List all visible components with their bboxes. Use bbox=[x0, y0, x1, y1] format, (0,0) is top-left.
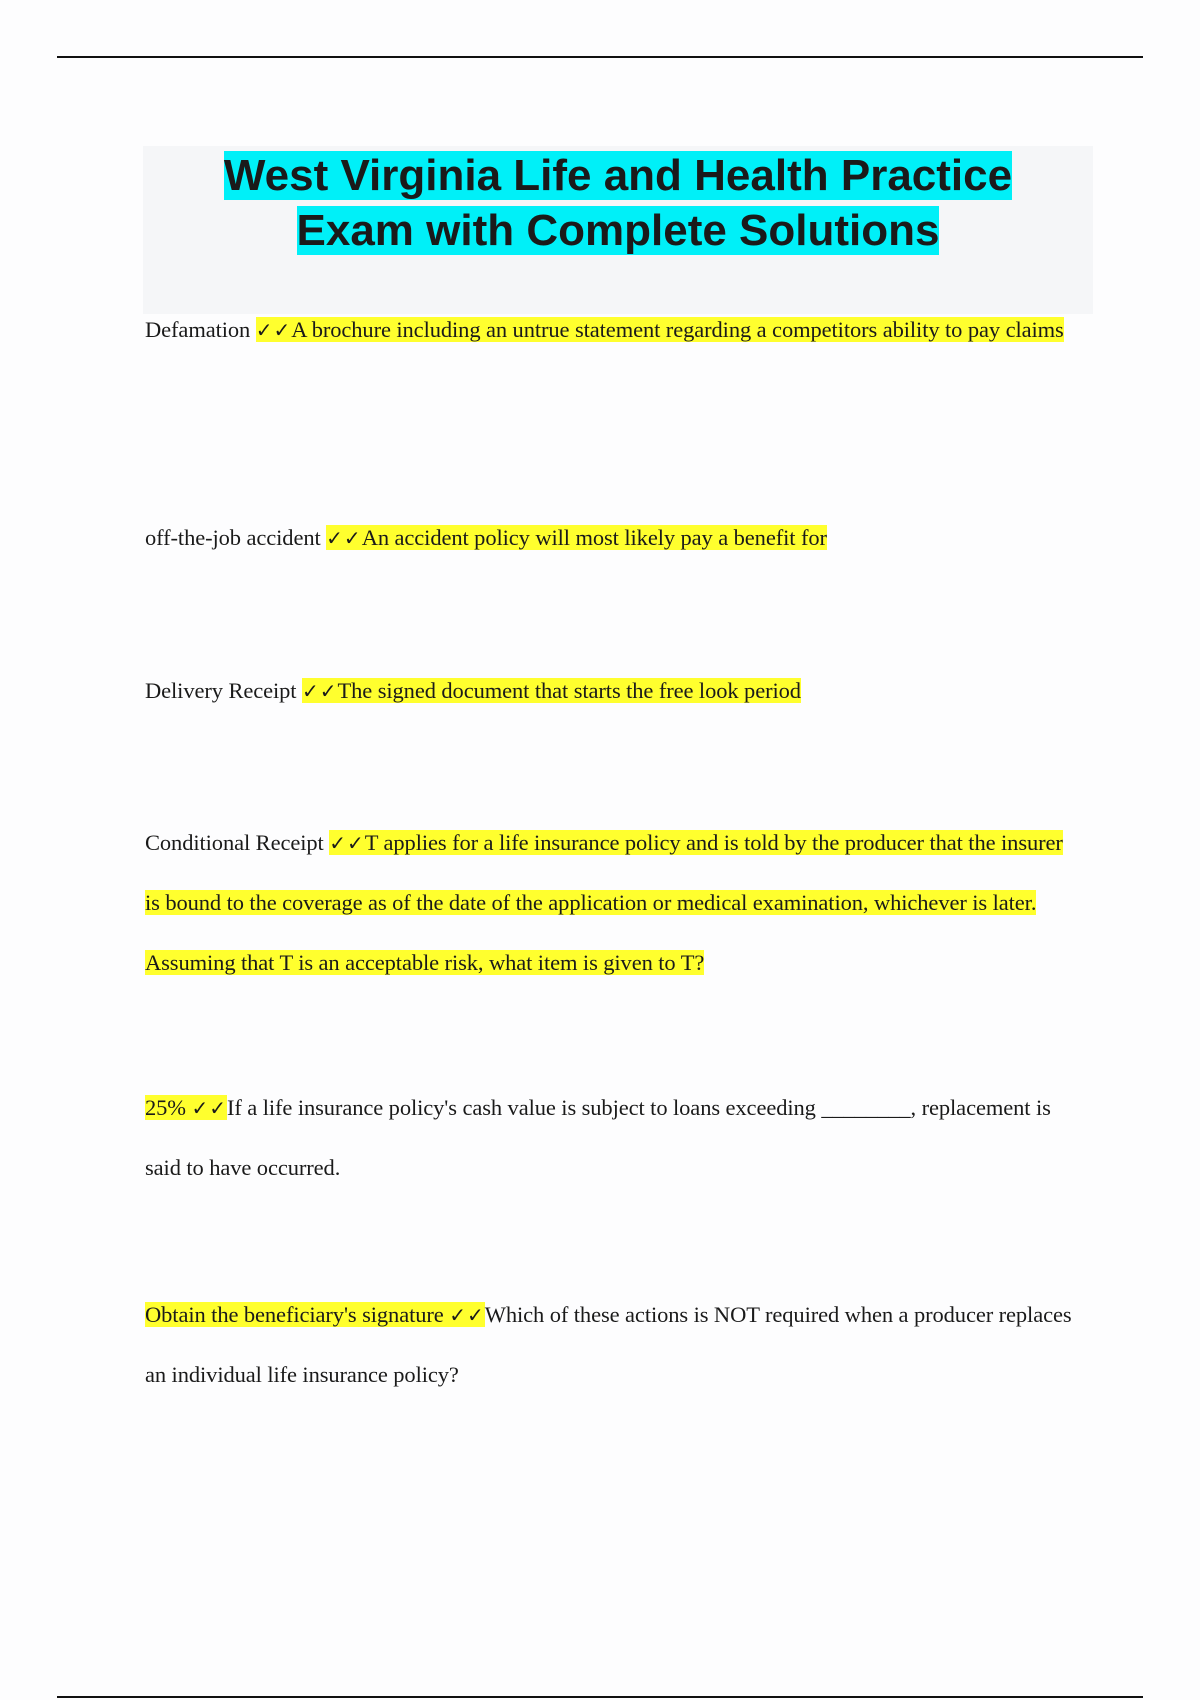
double-check-icon: ✓✓ bbox=[191, 1096, 227, 1120]
qa-item-beneficiary-signature bbox=[145, 1285, 1080, 1405]
item-term: off-the-job accident bbox=[145, 525, 321, 550]
item-term: Conditional Receipt bbox=[145, 830, 324, 855]
item-answer: If a life insurance policy's cash value is subject to loans exceeding ________, replacement is said to have occurred. bbox=[145, 1095, 1051, 1180]
double-check-icon: ✓✓ bbox=[326, 526, 362, 550]
double-check-icon: ✓✓ bbox=[329, 831, 365, 855]
title-line-2: Exam with Complete Solutions bbox=[296, 206, 940, 255]
title-line-1: West Virginia Life and Health Practice bbox=[223, 151, 1013, 200]
item-answer: Which of these actions is NOT required when a producer replaces an individual life insurance policy? bbox=[145, 1302, 1072, 1387]
header-rule bbox=[57, 56, 1143, 58]
item-term: Defamation bbox=[145, 317, 251, 342]
item-answer: T applies for a life insurance policy and is told by the producer that the insurer is bound to the coverage as of the date of the application or medical examination, whichever is later. Assuming that T is an acceptable risk, what item is given to T? bbox=[145, 830, 1063, 975]
double-check-icon: ✓✓ bbox=[255, 318, 292, 342]
item-answer: The signed document that starts the free look period bbox=[337, 678, 801, 703]
qa-item-conditional-receipt bbox=[145, 813, 1080, 993]
qa-item-25-percent bbox=[145, 1078, 1080, 1198]
item-answer: An accident policy will most likely pay a benefit for bbox=[361, 525, 827, 550]
qa-item-delivery-receipt bbox=[145, 661, 1080, 721]
item-term: 25% bbox=[145, 1095, 186, 1120]
item-term: Delivery Receipt bbox=[145, 678, 297, 703]
qa-item-defamation bbox=[145, 300, 1080, 360]
qa-item-off-the-job-accident bbox=[145, 508, 1080, 568]
footer-rule bbox=[57, 1696, 1143, 1698]
item-answer: A brochure including an untrue statement regarding a competitors ability to pay claims bbox=[291, 317, 1064, 342]
title-panel bbox=[143, 146, 1093, 314]
item-term: Obtain the beneficiary's signature bbox=[145, 1302, 444, 1327]
double-check-icon: ✓✓ bbox=[302, 679, 338, 703]
double-check-icon: ✓✓ bbox=[449, 1303, 485, 1327]
document-title bbox=[143, 146, 1093, 258]
